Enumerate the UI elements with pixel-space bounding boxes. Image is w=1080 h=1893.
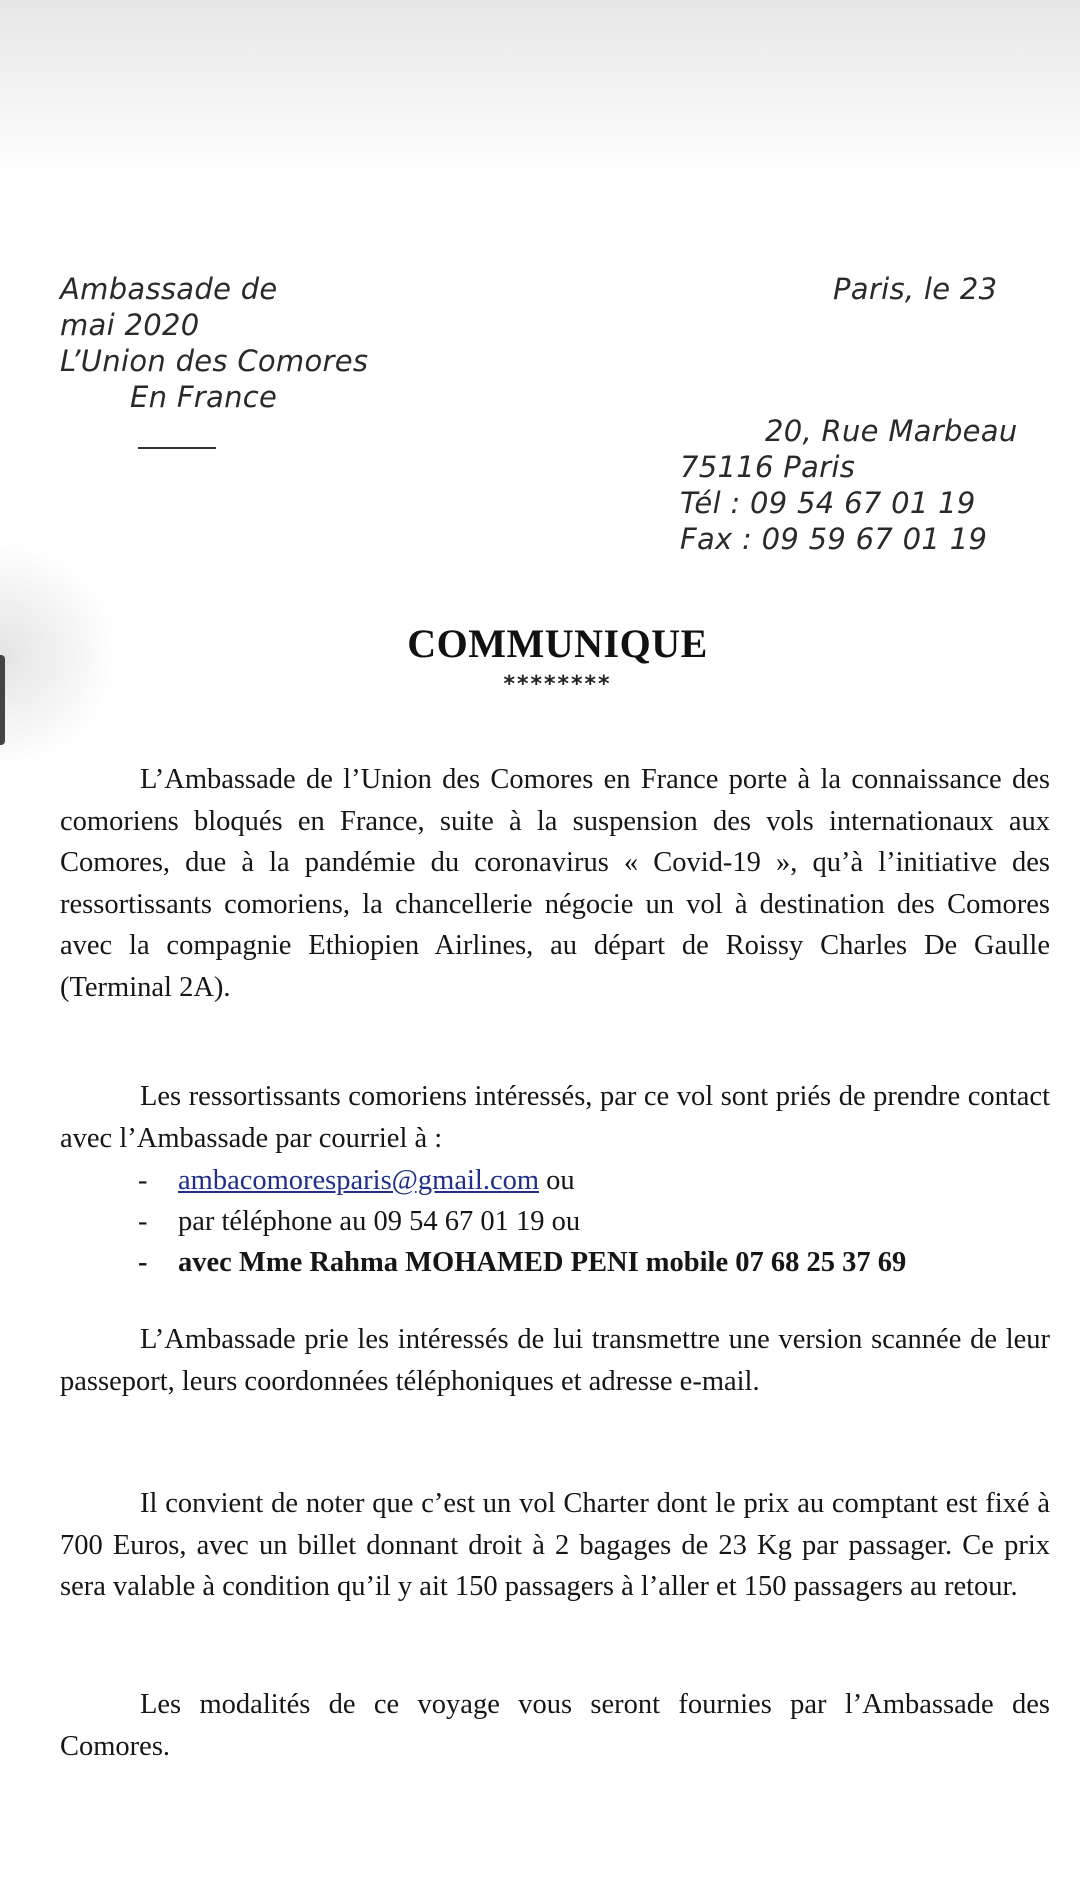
email-link[interactable]: ambacomoresparis@gmail.com xyxy=(178,1165,540,1196)
sender-line-1: Ambassade de xyxy=(60,272,278,306)
date-line: Paris, le 23 xyxy=(833,272,998,306)
document-title: COMMUNIQUE xyxy=(407,621,708,666)
paragraph-4-block xyxy=(60,1483,1050,1608)
list-item xyxy=(138,1201,906,1242)
paragraph-2-block xyxy=(60,1076,1050,1159)
paragraph-1: L’Ambassade de l’Union des Comores en France porte à la connaissance des comoriens bloqués en France, suite à la suspension des vols internationaux aux Comores, due à la pandémie du coronavirus « Covid-19 », qu’à l’initiative des ressortissants comoriens, la chancellerie négocie un vol à destination des Comores avec la compagnie Ethiopien Airlines, au départ de Roissy Charles De Gaulle (Terminal 2A). xyxy=(60,764,1050,1003)
person-mobile: mobile 07 68 25 37 69 xyxy=(638,1247,907,1278)
person-prefix: avec Mme Rahma xyxy=(178,1247,406,1278)
title-separator: ******** xyxy=(503,672,612,697)
address-phone: Tél : 09 54 67 01 19 xyxy=(680,486,976,520)
bullet-dash: - xyxy=(138,1206,148,1237)
email-suffix: ou xyxy=(539,1165,575,1196)
address-line-2: 75116 Paris xyxy=(680,450,856,484)
scan-edge-shadow xyxy=(0,655,5,745)
paragraph-5: Les modalités de ce voyage vous seront fournies par l’Ambassade des Comores. xyxy=(60,1689,1050,1762)
list-item xyxy=(138,1242,906,1283)
contact-list xyxy=(138,1160,906,1283)
person-name: MOHAMED PENI xyxy=(405,1247,639,1278)
address-line-1: 20, Rue Marbeau xyxy=(765,414,1018,448)
sender-line-4: En France xyxy=(130,380,278,414)
address-fax: Fax : 09 59 67 01 19 xyxy=(680,522,988,556)
paragraph-3: L’Ambassade prie les intéressés de lui transmettre une version scannée de leur passeport, leurs coordonnées téléphoniques et adresse e-mail. xyxy=(60,1324,1050,1397)
bullet-dash: - xyxy=(138,1247,148,1278)
sender-line-3: L’Union des Comores xyxy=(60,344,369,378)
phone-text: par téléphone au 09 54 67 01 19 ou xyxy=(178,1206,581,1237)
paragraph-3-block xyxy=(60,1319,1050,1402)
paragraph-2: Les ressortissants comoriens intéressés, par ce vol sont priés de prendre contact avec l’Ambassade par courriel à : xyxy=(60,1081,1050,1154)
sender-line-2: mai 2020 xyxy=(60,308,200,342)
header-rule xyxy=(138,447,216,449)
list-item xyxy=(138,1160,906,1201)
bullet-dash: - xyxy=(138,1165,148,1196)
paragraph-5-block xyxy=(60,1684,1050,1767)
paragraph-4: Il convient de noter que c’est un vol Charter dont le prix au comptant est fixé à 700 Euros, avec un billet donnant droit à 2 bagages de 23 Kg par passager. Ce prix sera valable à condition qu’il y ait 150 passagers à l’aller et 150 passagers au retour. xyxy=(60,1488,1050,1602)
paragraph-1-block xyxy=(60,759,1050,1008)
